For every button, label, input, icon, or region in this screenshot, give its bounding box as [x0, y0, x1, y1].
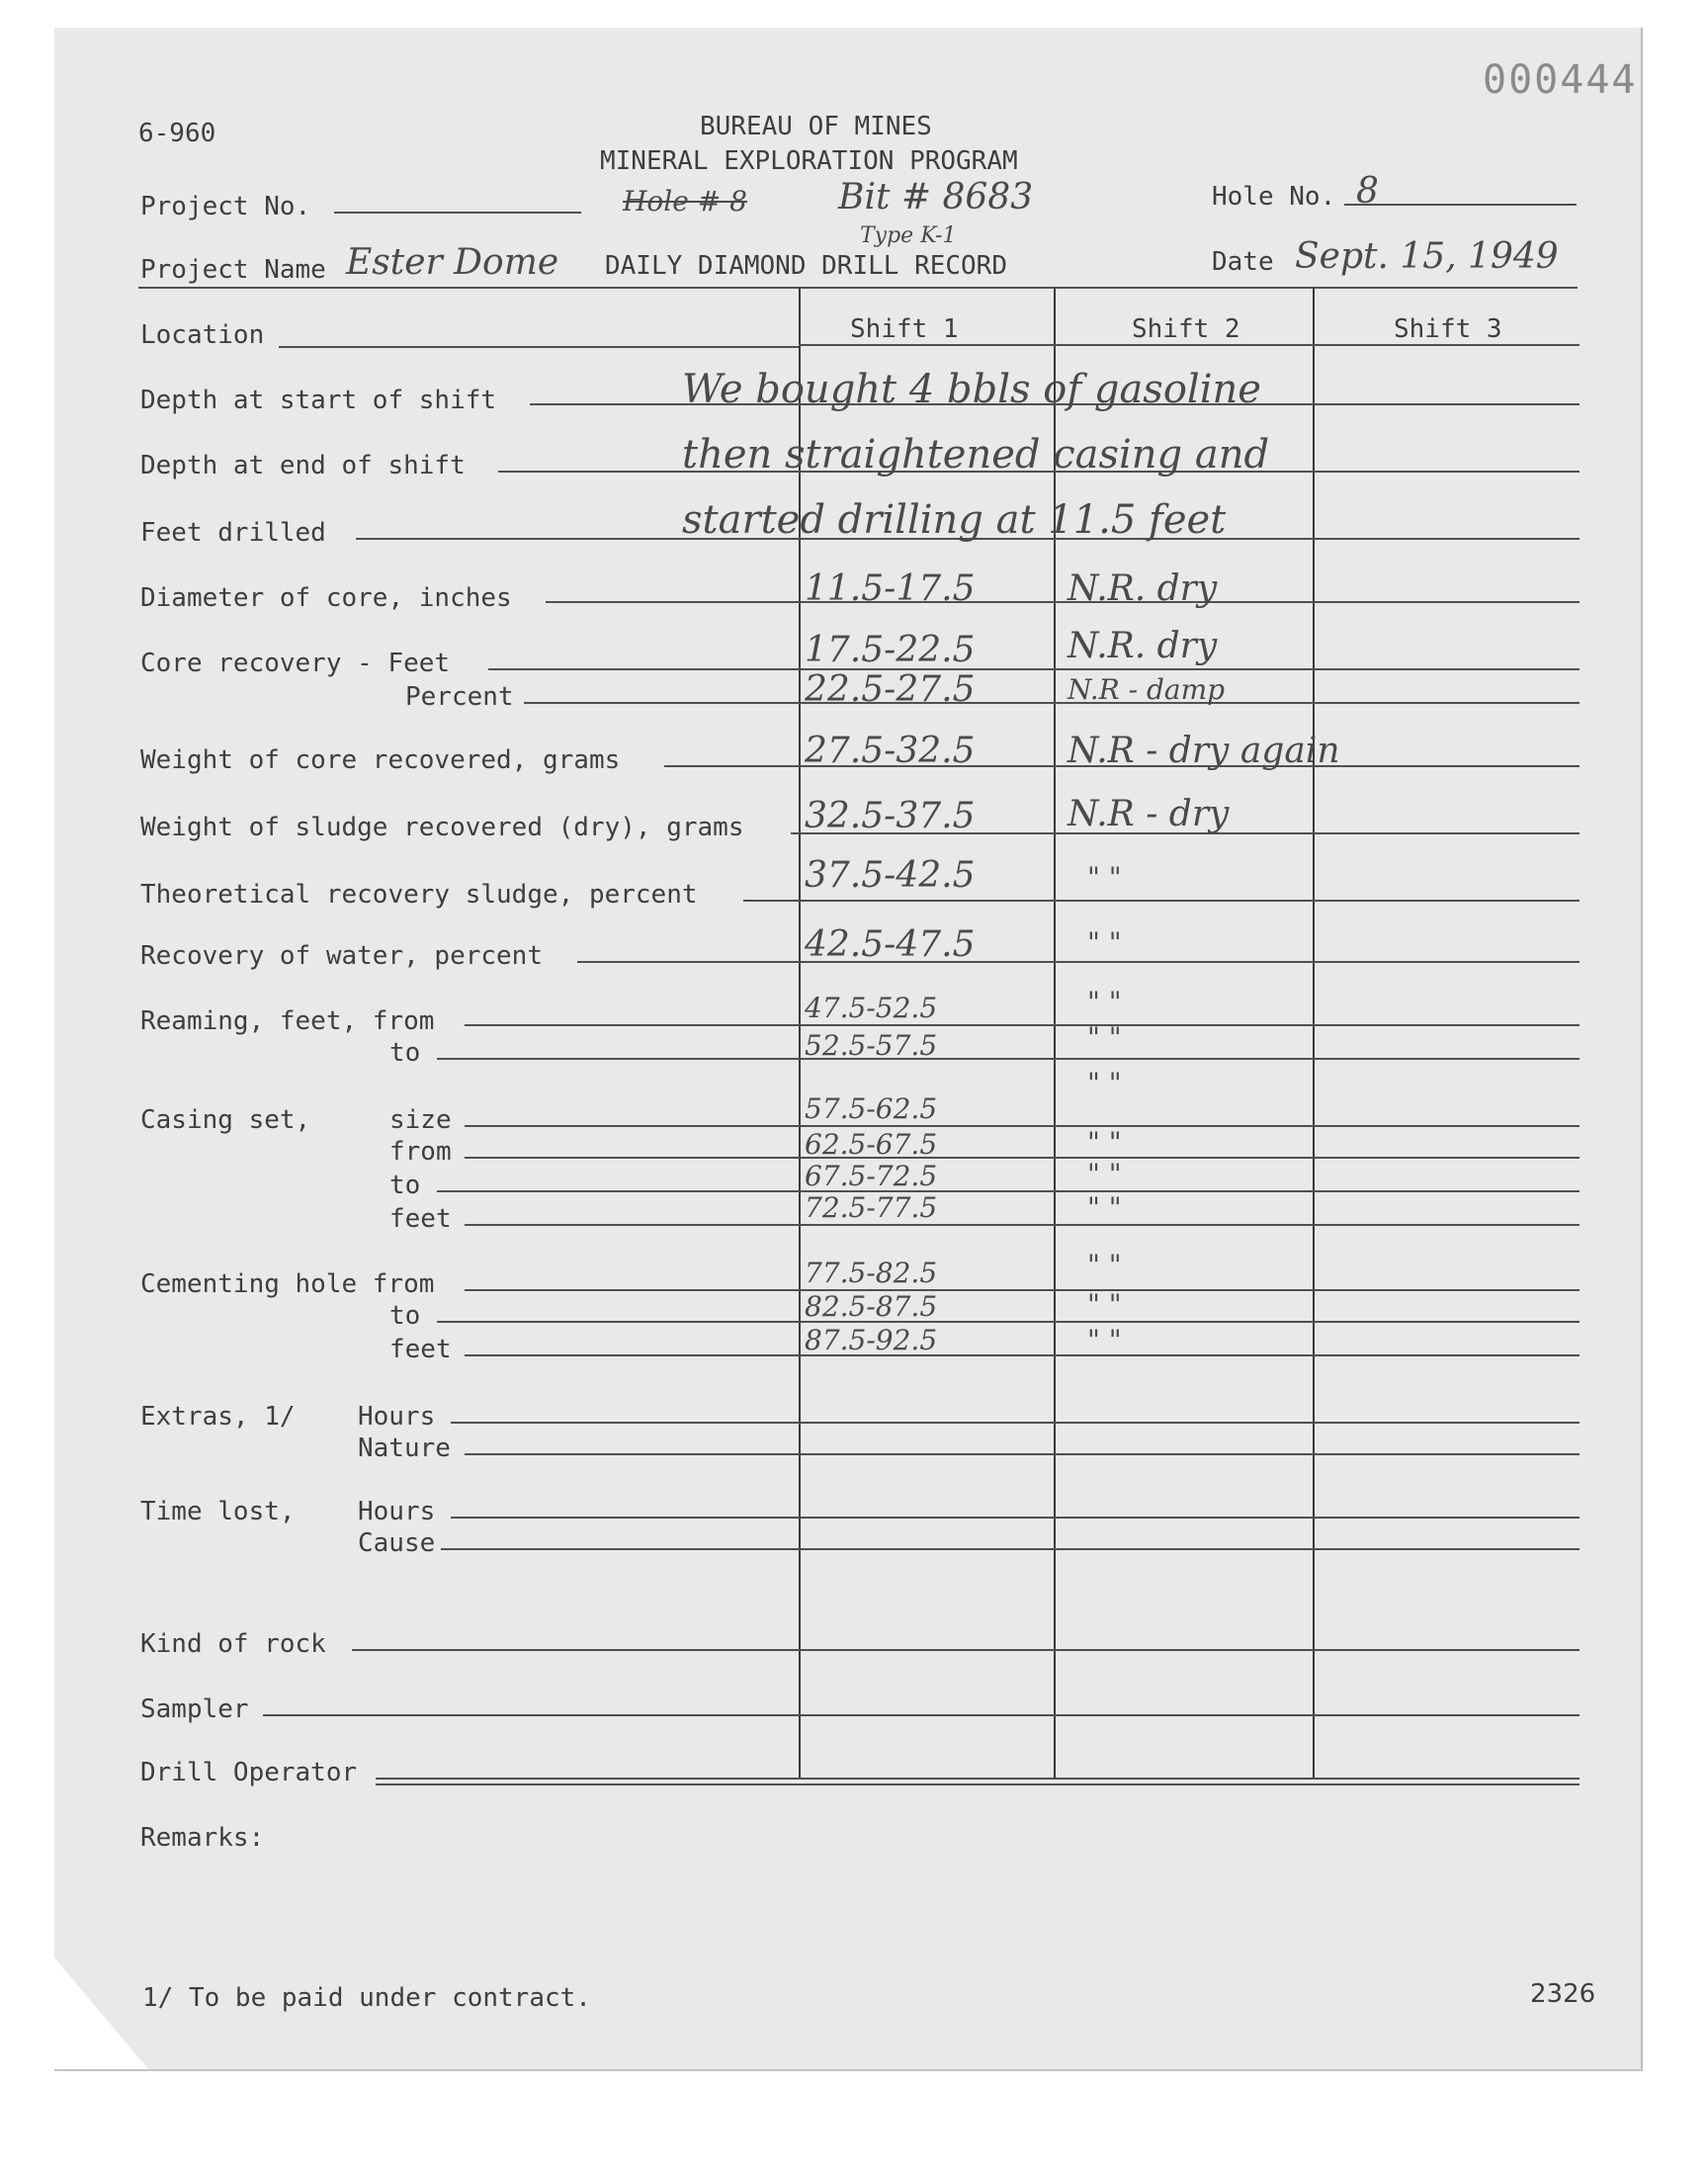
archive-stamp: 000444: [1483, 57, 1638, 103]
line-casing-from: [465, 1157, 1580, 1159]
record-title: DAILY DIAMOND DRILL RECORD: [605, 251, 1007, 281]
line-cementing-feet: [465, 1354, 1580, 1356]
line-time-lost-cause: [441, 1548, 1580, 1550]
label-cementing-to: to: [389, 1301, 421, 1331]
label-sampler: Sampler: [140, 1695, 249, 1724]
label-reaming-to: to: [389, 1038, 421, 1068]
label-cementing: Cementing hole from: [140, 1269, 435, 1299]
shift2-ditto: " ": [1087, 1126, 1122, 1159]
shift2-ditto: " ": [1087, 986, 1122, 1018]
shift1-interval: 52.5-57.5: [805, 1029, 938, 1062]
line-cementing-to: [437, 1321, 1580, 1323]
title-program: MINERAL EXPLORATION PROGRAM: [600, 146, 1018, 176]
shift2-ditto: " ": [1087, 1324, 1122, 1356]
shift1-interval: 87.5-92.5: [805, 1324, 938, 1356]
shift2-ditto: " ": [1087, 1288, 1122, 1321]
line-casing-feet: [465, 1224, 1580, 1226]
line-reaming-to: [437, 1058, 1580, 1060]
label-casing: Casing set,: [140, 1105, 311, 1135]
label-diameter: Diameter of core, inches: [140, 583, 512, 613]
label-location: Location: [140, 320, 265, 350]
footnote: 1/ To be paid under contract.: [142, 1983, 591, 2013]
line-drill-operator: [376, 1778, 1580, 1780]
project-no-label: Project No.: [140, 192, 311, 221]
shift1-interval: 62.5-67.5: [805, 1128, 938, 1161]
date-label: Date: [1212, 247, 1274, 277]
project-no-value: Hole # 8: [623, 185, 747, 218]
folded-corner: [54, 1958, 148, 2069]
shift-header-rule: [799, 344, 1580, 346]
shift-3-header: Shift 3: [1394, 314, 1502, 344]
label-cementing-feet: feet: [389, 1335, 452, 1364]
shift1-interval: 27.5-32.5: [805, 731, 976, 771]
shift2-ditto: " ": [1087, 1067, 1122, 1099]
shift1-interval: 32.5-37.5: [805, 796, 976, 836]
shift-1-header: Shift 1: [850, 314, 959, 344]
line-diameter: [546, 601, 1580, 603]
shift2-ditto: " ": [1087, 1249, 1122, 1281]
shift2-ditto: " ": [1087, 1021, 1122, 1054]
shift1-interval: 22.5-27.5: [805, 669, 976, 710]
shift1-interval: 77.5-82.5: [805, 1257, 938, 1289]
form-number: 6-960: [138, 119, 216, 148]
project-name-label: Project Name: [140, 255, 326, 285]
label-kind-rock: Kind of rock: [140, 1629, 326, 1659]
date-value: Sept. 15, 1949: [1295, 236, 1559, 277]
shift1-interval: 72.5-77.5: [805, 1191, 938, 1224]
label-drill-operator: Drill Operator: [140, 1758, 358, 1787]
line-reaming-from: [465, 1024, 1580, 1026]
label-casing-size: size: [389, 1105, 452, 1135]
shift1-interval: 57.5-62.5: [805, 1092, 938, 1125]
shift2-note: N.R. dry: [1068, 568, 1218, 609]
shift1-interval: 67.5-72.5: [805, 1160, 938, 1192]
project-no-line: [334, 212, 581, 214]
project-name-value: Ester Dome: [346, 242, 559, 283]
shift1-interval: 17.5-22.5: [805, 630, 976, 670]
label-casing-to: to: [389, 1171, 421, 1200]
shift1-interval: 47.5-52.5: [805, 992, 938, 1024]
label-water: Recovery of water, percent: [140, 941, 543, 971]
label-casing-from: from: [389, 1137, 452, 1167]
label-extras-nature: Nature: [358, 1434, 451, 1463]
shift2-note: N.R - dry: [1068, 794, 1230, 834]
shift1-interval: 82.5-87.5: [805, 1290, 938, 1323]
shift1-interval: 37.5-42.5: [805, 855, 976, 896]
shift2-ditto: " ": [1087, 926, 1122, 959]
note-line-3: started drilling at 11.5 feet: [682, 497, 1227, 543]
line-drill-operator-double: [376, 1784, 1580, 1785]
label-feet-drilled: Feet drilled: [140, 518, 326, 548]
shift2-ditto: " ": [1087, 861, 1122, 894]
line-casing-size: [465, 1125, 1580, 1127]
shift2-note: N.R - dry again: [1068, 731, 1340, 771]
page-number: 2326: [1530, 1979, 1596, 2009]
label-time-lost-hours: Hours: [358, 1497, 436, 1526]
column-divider-3: [1313, 289, 1315, 1780]
hole-no-value: 8: [1356, 171, 1379, 212]
line-core-recovery: [488, 668, 1580, 670]
label-theoretical: Theoretical recovery sludge, percent: [140, 880, 698, 910]
label-core-recovery: Core recovery - Feet: [140, 649, 451, 678]
shift1-interval: 11.5-17.5: [805, 568, 976, 609]
line-kind-rock: [352, 1649, 1580, 1651]
label-depth-end: Depth at end of shift: [140, 451, 466, 480]
line-theoretical: [743, 900, 1580, 902]
shift2-note: N.R. dry: [1068, 626, 1218, 666]
line-cementing-from: [465, 1289, 1580, 1291]
shift2-ditto: " ": [1087, 1158, 1122, 1190]
label-time-lost: Time lost,: [140, 1497, 296, 1526]
label-extras: Extras, 1/: [140, 1402, 296, 1432]
note-line-1: We bought 4 bbls of gasoline: [682, 367, 1261, 412]
label-depth-start: Depth at start of shift: [140, 386, 497, 415]
shift-2-header: Shift 2: [1132, 314, 1240, 344]
label-time-lost-cause: Cause: [358, 1528, 436, 1558]
label-weight-sludge: Weight of sludge recovered (dry), grams: [140, 813, 744, 842]
shift1-interval: 42.5-47.5: [805, 924, 976, 965]
hole-no-line: [1344, 204, 1577, 206]
label-extras-hours: Hours: [358, 1402, 436, 1432]
bit-number: Bit # 8683: [838, 177, 1034, 218]
line-extras-nature: [465, 1453, 1580, 1455]
header-rule: [138, 287, 1578, 289]
label-casing-feet: feet: [389, 1204, 452, 1234]
line-sampler: [263, 1714, 1580, 1716]
shift2-ditto: " ": [1087, 1191, 1122, 1224]
bit-type: Type K-1: [860, 223, 957, 248]
line-location: [279, 346, 799, 348]
title-bureau: BUREAU OF MINES: [700, 112, 932, 141]
line-water: [577, 961, 1580, 963]
line-percent: [524, 702, 1580, 704]
label-weight-core: Weight of core recovered, grams: [140, 745, 621, 775]
line-extras-hours: [451, 1422, 1580, 1424]
hole-no-label: Hole No.: [1212, 182, 1336, 212]
label-remarks: Remarks:: [140, 1823, 265, 1853]
note-line-2: then straightened casing and: [682, 432, 1270, 478]
line-time-lost-hours: [451, 1517, 1580, 1519]
line-casing-to: [437, 1190, 1580, 1192]
shift2-note: N.R - damp: [1068, 673, 1226, 706]
label-percent: Percent: [405, 682, 514, 712]
label-reaming: Reaming, feet, from: [140, 1006, 435, 1036]
